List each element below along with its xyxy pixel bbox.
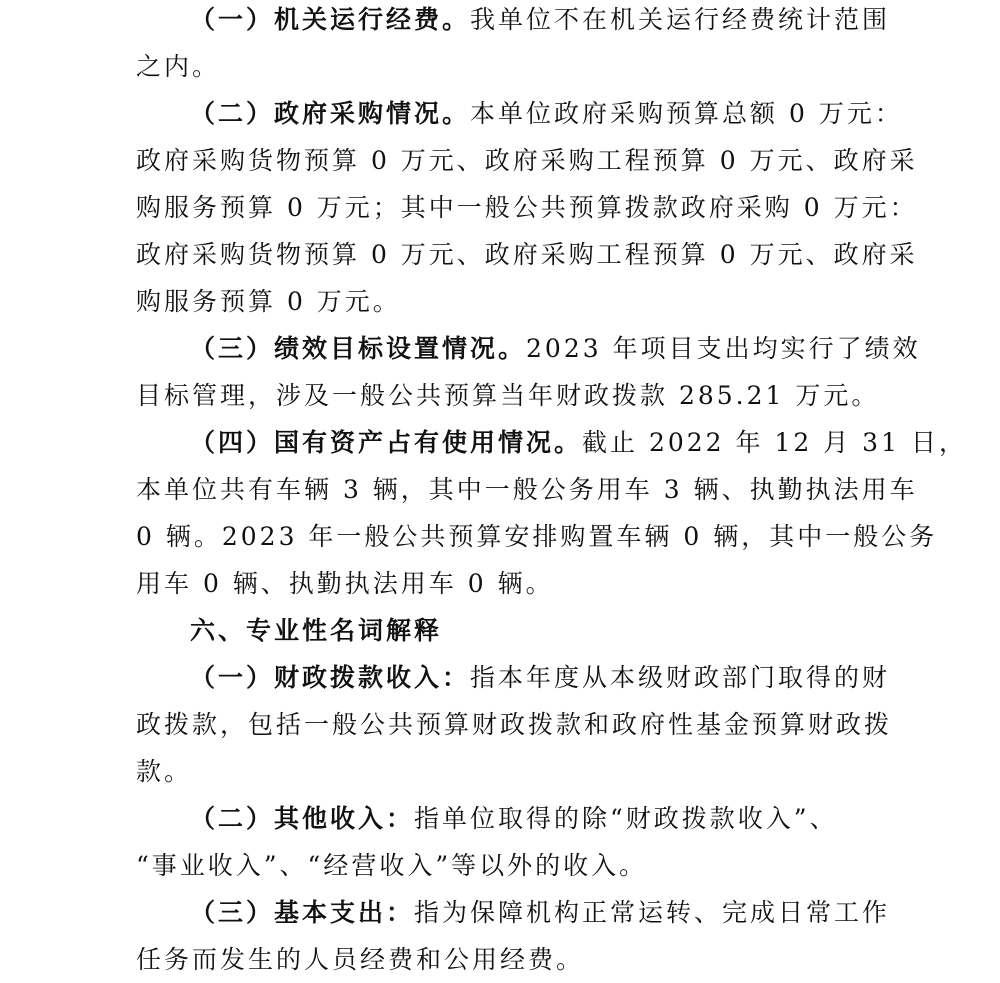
definition-term: （三）基本支出： [190, 898, 415, 927]
paragraph-line: 购服务预算 0 万元。 [136, 287, 401, 316]
paragraph-text: 2023 年项目支出均实行了绩效 [526, 334, 921, 363]
paragraph-text: 本单位政府采购预算总额 0 万元： [470, 99, 903, 128]
definition-line: “事业收入”、“经营收入”等以外的收入。 [136, 851, 648, 880]
definition-line [190, 795, 838, 842]
paragraph-heading: （二）政府采购情况。 [190, 99, 471, 128]
paragraph-line: 购服务预算 0 万元；其中一般公共预算拨款政府采购 0 万元： [136, 193, 918, 222]
definition-term: （一）财政拨款收入： [190, 663, 471, 692]
paragraph-line: 用车 0 辆、执勤执法用车 0 辆。 [136, 569, 554, 598]
definition-line [190, 654, 890, 701]
section-title: 六、专业性名词解释 [190, 616, 443, 645]
paragraph-line [190, 419, 967, 466]
paragraph-heading: （四）国有资产占有使用情况。 [190, 428, 583, 457]
paragraph-line: 目标管理，涉及一般公共预算当年财政拨款 285.21 万元。 [136, 381, 880, 410]
definition-term: （二）其他收入： [190, 804, 415, 833]
definition-line: 任务而发生的人员经费和公用经费。 [136, 945, 585, 974]
definition-text: 指为保障机构正常运转、完成日常工作 [414, 898, 891, 927]
definition-line: 款。 [136, 757, 193, 786]
paragraph-text: 截止 2022 年 12 月 31 日， [582, 428, 967, 457]
definition-line [190, 889, 890, 936]
paragraph-line: 政府采购货物预算 0 万元、政府采购工程预算 0 万元、政府采 [136, 146, 918, 175]
paragraph-line [190, 0, 890, 43]
paragraph-line: 之内。 [136, 52, 221, 81]
paragraph-text: 我单位不在机关运行经费统计范围 [470, 5, 891, 34]
definition-line: 政拨款，包括一般公共预算财政拨款和政府性基金预算财政拨 [136, 710, 893, 739]
paragraph-line: 政府采购货物预算 0 万元、政府采购工程预算 0 万元、政府采 [136, 240, 918, 269]
paragraph-line: 本单位共有车辆 3 辆，其中一般公务用车 3 辆、执勤执法用车 [136, 475, 918, 504]
paragraph-heading: （三）绩效目标设置情况。 [190, 334, 527, 363]
definition-text: 指单位取得的除“财政拨款收入”、 [414, 804, 838, 833]
paragraph-line [190, 90, 903, 137]
paragraph-heading: （一）机关运行经费。 [190, 5, 471, 34]
paragraph-line [190, 325, 921, 372]
definition-text: 指本年度从本级财政部门取得的财 [470, 663, 891, 692]
paragraph-line: 0 辆。2023 年一般公共预算安排购置车辆 0 辆，其中一般公务 [136, 522, 938, 551]
